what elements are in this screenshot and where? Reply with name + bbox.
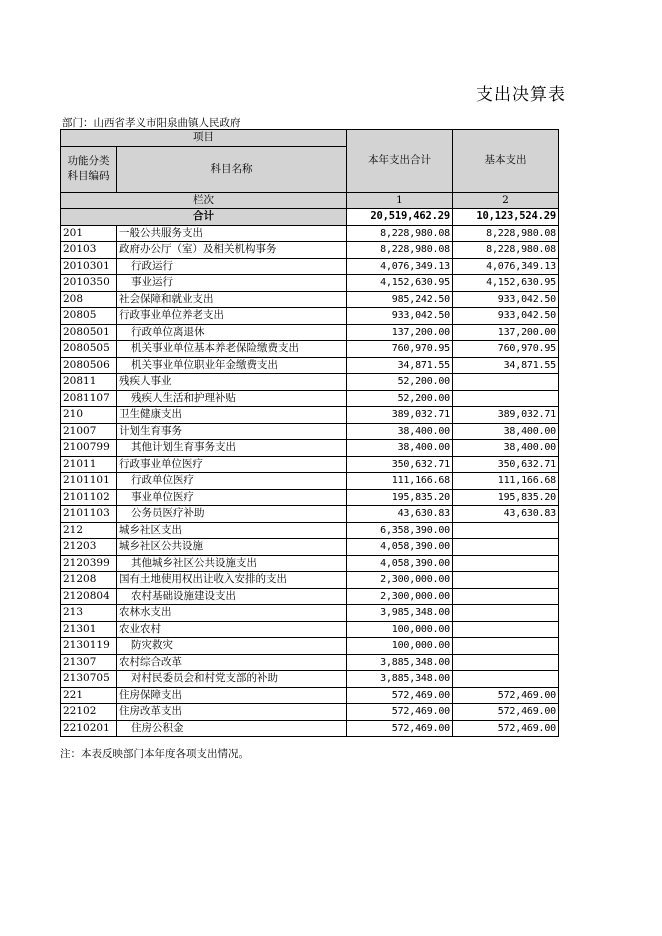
table-row	[61, 687, 559, 704]
table-row	[61, 621, 559, 638]
column-index-2: 2	[453, 192, 559, 209]
row-code-text: 2010350	[63, 276, 110, 289]
table-row	[61, 291, 559, 308]
table-row	[61, 572, 559, 589]
row-name	[117, 588, 347, 605]
row-total-text: 195,835.20	[391, 491, 450, 503]
row-name	[117, 407, 347, 424]
row-code	[61, 704, 117, 721]
row-basic	[453, 638, 559, 655]
row-total	[347, 258, 453, 275]
table-row	[61, 506, 559, 523]
row-basic-text: 34,871.55	[503, 359, 556, 371]
row-name	[117, 522, 347, 539]
row-total-text: 52,200.00	[397, 392, 450, 404]
table-row	[61, 258, 559, 275]
row-total	[347, 374, 453, 391]
row-name	[117, 473, 347, 490]
row-code	[61, 440, 117, 457]
row-basic	[453, 390, 559, 407]
total-row	[61, 209, 559, 226]
row-total-text: 111,166.68	[391, 475, 450, 487]
row-code	[61, 555, 117, 572]
row-total-text: 43,630.83	[397, 508, 450, 520]
row-total-text: 933,042.50	[391, 310, 450, 322]
row-basic	[453, 539, 559, 556]
row-basic-text: 389,032.71	[497, 409, 556, 421]
row-code-text: 2120399	[63, 556, 110, 569]
name-column-header: 科目名称	[117, 146, 347, 192]
row-basic	[453, 357, 559, 374]
row-name-text: 国有土地使用权出让收入安排的支出	[119, 573, 287, 586]
row-basic-text: 8,228,980.08	[486, 227, 556, 239]
row-basic-text: 572,469.00	[497, 706, 556, 718]
table-row	[61, 489, 559, 506]
row-basic	[453, 654, 559, 671]
row-total	[347, 357, 453, 374]
row-total	[347, 423, 453, 440]
row-name	[117, 291, 347, 308]
row-name	[117, 605, 347, 622]
row-name-text: 对村民委员会和村党支部的补助	[131, 672, 278, 685]
item-header: 项目	[61, 130, 347, 147]
row-total-text: 38,400.00	[397, 442, 450, 454]
table-row	[61, 638, 559, 655]
row-basic	[453, 588, 559, 605]
row-total-text: 572,469.00	[391, 722, 450, 734]
table-row	[61, 555, 559, 572]
row-name-text: 事业单位医疗	[131, 490, 194, 503]
row-code	[61, 423, 117, 440]
row-total-text: 389,032.71	[391, 409, 450, 421]
table-row	[61, 341, 559, 358]
row-basic	[453, 258, 559, 275]
row-total	[347, 225, 453, 242]
total-column-header: 本年支出合计	[347, 130, 453, 193]
row-total	[347, 440, 453, 457]
row-total	[347, 572, 453, 589]
table-row	[61, 473, 559, 490]
table-row	[61, 225, 559, 242]
row-total-text: 38,400.00	[397, 425, 450, 437]
row-basic	[453, 621, 559, 638]
row-name-text: 一般公共服务支出	[119, 226, 203, 239]
row-code-text: 2081107	[63, 391, 110, 404]
row-basic-text: 195,835.20	[497, 491, 556, 503]
row-code-text: 210	[63, 408, 84, 421]
row-name	[117, 324, 347, 341]
row-name	[117, 654, 347, 671]
row-name-text: 行政单位医疗	[131, 474, 194, 487]
row-total	[347, 390, 453, 407]
table-row	[61, 522, 559, 539]
row-total-text: 3,885,348.00	[380, 656, 450, 668]
row-total-text: 3,885,348.00	[380, 673, 450, 685]
row-basic	[453, 473, 559, 490]
row-name-text: 事业运行	[131, 276, 173, 289]
column-index-label: 栏次	[61, 192, 347, 209]
row-total-text: 100,000.00	[391, 623, 450, 635]
row-basic	[453, 489, 559, 506]
row-code	[61, 473, 117, 490]
row-code-text: 201	[63, 226, 84, 239]
table-row	[61, 390, 559, 407]
row-code	[61, 456, 117, 473]
row-code-text: 2130119	[63, 639, 110, 652]
row-name	[117, 357, 347, 374]
table-row	[61, 423, 559, 440]
row-name	[117, 440, 347, 457]
row-code-text: 208	[63, 292, 84, 305]
row-name	[117, 275, 347, 292]
row-total-text: 100,000.00	[391, 640, 450, 652]
row-basic-text: 111,166.68	[497, 475, 556, 487]
row-name-text: 机关事业单位职业年金缴费支出	[131, 358, 278, 371]
table-row	[61, 374, 559, 391]
row-name-text: 卫生健康支出	[119, 408, 182, 421]
row-code-text: 21301	[63, 622, 97, 635]
row-code	[61, 605, 117, 622]
row-total-text: 6,358,390.00	[380, 524, 450, 536]
row-basic	[453, 687, 559, 704]
row-basic	[453, 456, 559, 473]
row-total-text: 572,469.00	[391, 689, 450, 701]
row-code	[61, 506, 117, 523]
row-name	[117, 704, 347, 721]
row-total	[347, 720, 453, 737]
total-amount: 20,519,462.29	[347, 209, 453, 226]
row-total	[347, 605, 453, 622]
row-total	[347, 407, 453, 424]
row-code	[61, 275, 117, 292]
row-code	[61, 539, 117, 556]
row-basic-text: 38,400.00	[503, 425, 556, 437]
row-name	[117, 225, 347, 242]
row-name-text: 机关事业单位基本养老保险缴费支出	[131, 342, 299, 355]
row-total-text: 760,970.95	[391, 343, 450, 355]
row-name-text: 住房保障支出	[119, 688, 182, 701]
row-basic-text: 933,042.50	[497, 293, 556, 305]
table-row	[61, 308, 559, 325]
row-total	[347, 588, 453, 605]
row-basic	[453, 423, 559, 440]
row-code-text: 2080506	[63, 358, 110, 371]
row-code	[61, 522, 117, 539]
row-code-text: 2080501	[63, 325, 110, 338]
table-row	[61, 275, 559, 292]
row-code	[61, 588, 117, 605]
row-code	[61, 687, 117, 704]
row-code-text: 213	[63, 606, 84, 619]
row-name	[117, 374, 347, 391]
row-total	[347, 308, 453, 325]
row-code	[61, 654, 117, 671]
row-code	[61, 357, 117, 374]
row-name	[117, 638, 347, 655]
row-name	[117, 341, 347, 358]
row-total-text: 34,871.55	[397, 359, 450, 371]
row-total	[347, 539, 453, 556]
table-row	[61, 588, 559, 605]
row-code-text: 20805	[63, 309, 97, 322]
row-basic-text: 137,200.00	[497, 326, 556, 338]
row-code-text: 2010301	[63, 259, 110, 272]
row-total-text: 4,058,390.00	[380, 541, 450, 553]
row-name-text: 农村综合改革	[119, 655, 182, 668]
row-name-text: 行政事业单位医疗	[119, 457, 203, 470]
row-code-text: 2210201	[63, 721, 110, 734]
row-name-text: 公务员医疗补助	[131, 507, 205, 520]
table-row	[61, 407, 559, 424]
row-total	[347, 671, 453, 688]
row-name	[117, 687, 347, 704]
expenditure-table	[60, 129, 559, 737]
row-code-text: 20103	[63, 243, 97, 256]
row-total-text: 8,228,980.08	[380, 244, 450, 256]
row-name-text: 其他城乡社区公共设施支出	[131, 556, 257, 569]
row-basic	[453, 671, 559, 688]
row-total	[347, 324, 453, 341]
row-code	[61, 638, 117, 655]
row-total	[347, 638, 453, 655]
row-total	[347, 242, 453, 259]
row-name-text: 政府办公厅（室）及相关机构事务	[119, 243, 277, 256]
row-total-text: 2,300,000.00	[380, 574, 450, 586]
row-total	[347, 291, 453, 308]
row-code	[61, 390, 117, 407]
row-total-text: 8,228,980.08	[380, 227, 450, 239]
row-code-text: 2080505	[63, 342, 110, 355]
row-basic	[453, 324, 559, 341]
column-index-1: 1	[347, 192, 453, 209]
row-code	[61, 258, 117, 275]
row-basic-text: 933,042.50	[497, 310, 556, 322]
row-basic-text: 38,400.00	[503, 442, 556, 454]
row-name	[117, 506, 347, 523]
row-total-text: 52,200.00	[397, 376, 450, 388]
row-name	[117, 308, 347, 325]
row-name-text: 行政运行	[131, 259, 173, 272]
row-name	[117, 572, 347, 589]
row-basic-text: 43,630.83	[503, 508, 556, 520]
row-total	[347, 704, 453, 721]
table-row	[61, 440, 559, 457]
row-basic	[453, 341, 559, 358]
row-name-text: 农林水支出	[119, 606, 172, 619]
row-basic	[453, 225, 559, 242]
row-code-text: 21007	[63, 424, 97, 437]
row-basic-text: 350,632.71	[497, 458, 556, 470]
row-code-text: 212	[63, 523, 84, 536]
column-index-row	[61, 192, 559, 209]
row-total	[347, 654, 453, 671]
row-name	[117, 242, 347, 259]
table-row	[61, 605, 559, 622]
row-name-text: 防灾救灾	[131, 639, 173, 652]
row-basic	[453, 720, 559, 737]
table-row	[61, 357, 559, 374]
row-basic-text: 572,469.00	[497, 689, 556, 701]
row-code-text: 20811	[63, 375, 97, 388]
row-name-text: 农村基础设施建设支出	[131, 589, 236, 602]
row-total	[347, 522, 453, 539]
row-total	[347, 341, 453, 358]
row-code-text: 2101101	[63, 474, 110, 487]
row-total-text: 572,469.00	[391, 706, 450, 718]
basic-column-header: 基本支出	[453, 130, 559, 193]
row-name	[117, 671, 347, 688]
row-basic	[453, 407, 559, 424]
row-name	[117, 456, 347, 473]
row-code-text: 21203	[63, 540, 97, 553]
row-basic	[453, 275, 559, 292]
row-code	[61, 225, 117, 242]
row-name-text: 农业农村	[119, 622, 161, 635]
row-name-text: 行政单位离退休	[131, 325, 205, 338]
row-code	[61, 341, 117, 358]
row-total-text: 4,058,390.00	[380, 557, 450, 569]
row-code	[61, 407, 117, 424]
row-name-text: 计划生育事务	[119, 424, 182, 437]
row-basic-text: 760,970.95	[497, 343, 556, 355]
total-label: 合计	[61, 209, 347, 226]
row-code-text: 221	[63, 688, 84, 701]
row-code-text: 2100799	[63, 441, 110, 454]
row-code-text: 2101103	[63, 507, 110, 520]
row-name-text: 残疾人生活和护理补贴	[131, 391, 236, 404]
row-total-text: 350,632.71	[391, 458, 450, 470]
code-column-header: 功能分类科目编码	[61, 146, 117, 192]
table-row	[61, 720, 559, 737]
row-code-text: 2120804	[63, 589, 110, 602]
department-label: 部门：山西省孝义市阳泉曲镇人民政府	[62, 117, 241, 129]
row-name	[117, 489, 347, 506]
row-code-text: 2130705	[63, 672, 110, 685]
row-total	[347, 687, 453, 704]
row-basic	[453, 572, 559, 589]
footnote: 注：本表反映部门本年度各项支出情况。	[60, 748, 249, 760]
row-basic	[453, 308, 559, 325]
table-row	[61, 654, 559, 671]
header-row-item	[61, 130, 559, 147]
row-name	[117, 390, 347, 407]
row-code-text: 21011	[63, 457, 97, 470]
row-code	[61, 621, 117, 638]
row-name-text: 其他计划生育事务支出	[131, 441, 236, 454]
row-total-text: 137,200.00	[391, 326, 450, 338]
row-total	[347, 275, 453, 292]
row-total	[347, 506, 453, 523]
row-total-text: 4,152,630.95	[380, 277, 450, 289]
table-row	[61, 671, 559, 688]
row-basic	[453, 555, 559, 572]
row-code-text: 21307	[63, 655, 97, 668]
row-code	[61, 572, 117, 589]
row-name	[117, 720, 347, 737]
row-name-text: 城乡社区支出	[119, 523, 182, 536]
row-total-text: 2,300,000.00	[380, 590, 450, 602]
row-code	[61, 324, 117, 341]
row-total	[347, 621, 453, 638]
row-code	[61, 242, 117, 259]
row-basic	[453, 242, 559, 259]
row-total-text: 3,985,348.00	[380, 607, 450, 619]
row-name-text: 社会保障和就业支出	[119, 292, 214, 305]
row-code	[61, 489, 117, 506]
row-basic	[453, 704, 559, 721]
row-code-text: 2101102	[63, 490, 110, 503]
row-total	[347, 489, 453, 506]
table-row	[61, 324, 559, 341]
row-name-text: 残疾人事业	[119, 375, 172, 388]
row-code	[61, 291, 117, 308]
table-row	[61, 704, 559, 721]
row-basic-text: 572,469.00	[497, 722, 556, 734]
row-code-text: 22102	[63, 705, 97, 718]
row-name	[117, 258, 347, 275]
row-code	[61, 308, 117, 325]
row-name	[117, 621, 347, 638]
row-name-text: 住房改革支出	[119, 705, 182, 718]
total-basic-amount: 10,123,524.29	[453, 209, 559, 226]
row-name	[117, 555, 347, 572]
row-basic	[453, 374, 559, 391]
row-basic-text: 4,152,630.95	[486, 277, 556, 289]
row-name-text: 城乡社区公共设施	[119, 540, 203, 553]
row-code-text: 21208	[63, 573, 97, 586]
row-code	[61, 671, 117, 688]
table-row	[61, 539, 559, 556]
table-row	[61, 242, 559, 259]
row-basic	[453, 605, 559, 622]
row-total	[347, 473, 453, 490]
row-basic	[453, 506, 559, 523]
row-basic-text: 8,228,980.08	[486, 244, 556, 256]
row-basic	[453, 440, 559, 457]
row-basic	[453, 522, 559, 539]
row-basic-text: 4,076,349.13	[486, 260, 556, 272]
row-code	[61, 720, 117, 737]
row-total	[347, 456, 453, 473]
row-code	[61, 374, 117, 391]
row-name-text: 行政事业单位养老支出	[119, 309, 224, 322]
table-row	[61, 456, 559, 473]
row-name-text: 住房公积金	[131, 721, 184, 734]
row-total-text: 985,242.50	[391, 293, 450, 305]
page-title: 支出决算表	[476, 85, 566, 105]
row-total	[347, 555, 453, 572]
row-total-text: 4,076,349.13	[380, 260, 450, 272]
row-basic	[453, 291, 559, 308]
row-name	[117, 539, 347, 556]
row-name	[117, 423, 347, 440]
